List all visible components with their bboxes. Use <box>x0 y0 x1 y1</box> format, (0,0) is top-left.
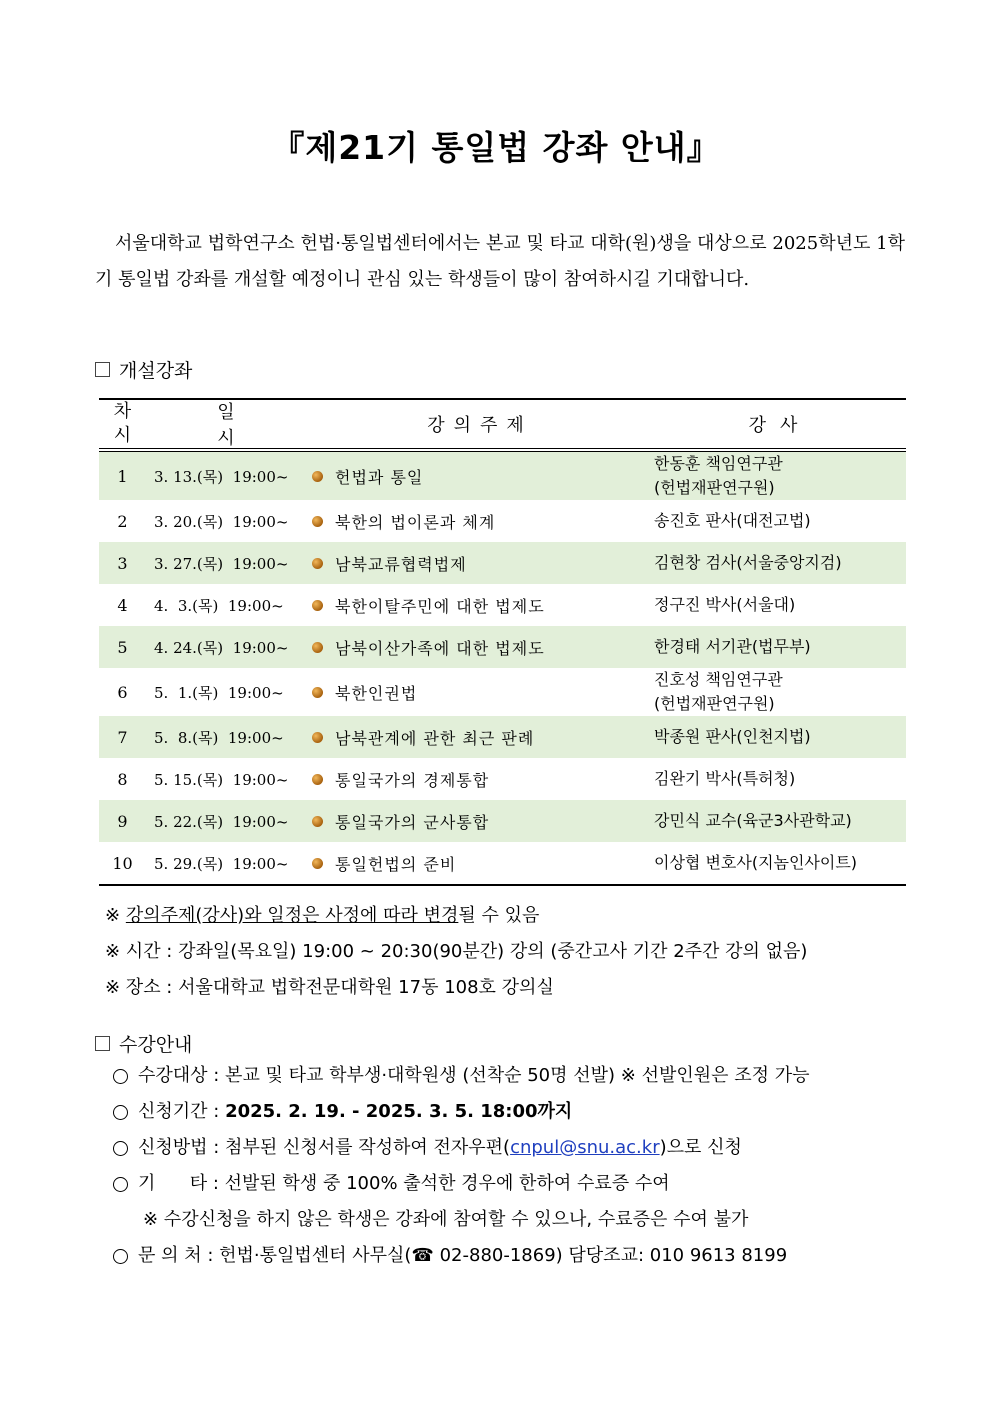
section-heading-label: 개설강좌 <box>119 360 193 382</box>
cell-date: 5. 8.(목) 19:00~ <box>154 728 284 747</box>
cell-topic <box>306 726 654 749</box>
table-body <box>99 452 906 884</box>
cell-date: 5. 22.(목) 19:00~ <box>154 812 289 831</box>
cell-no: 9 <box>117 811 128 831</box>
cell-topic <box>306 852 654 875</box>
table-row <box>99 626 906 668</box>
cell-topic-text: 통일헌법의 준비 <box>335 854 457 874</box>
guide-method <box>113 1130 810 1166</box>
circle-bullet-icon <box>113 1177 128 1192</box>
guide-target-text: 수강대상 : 본교 및 타교 학부생·대학원생 (선착순 50명 선발) ※ 선발인원은 조정 가능 <box>138 1065 810 1086</box>
cell-lecturer <box>654 725 906 749</box>
circle-bullet-icon <box>113 1069 128 1084</box>
cell-topic <box>306 510 654 533</box>
cell-lecturer <box>654 851 906 875</box>
cell-no: 6 <box>117 682 128 702</box>
notes <box>105 898 807 1006</box>
guide-period <box>113 1094 810 1130</box>
bullet-dot-icon <box>312 471 323 482</box>
header-lecturer: 강사 <box>748 415 812 436</box>
section-heading-courses <box>95 356 192 383</box>
table-header <box>99 398 906 452</box>
table-row <box>99 542 906 584</box>
checkbox-square-icon <box>95 362 110 377</box>
course-table <box>99 398 906 886</box>
guide-contact-text: 문 의 처 : 헌법·통일법센터 사무실(☎ 02-880-1869) 담당조교: 010 9613 8199 <box>138 1245 788 1266</box>
cell-no: 8 <box>117 769 128 789</box>
cell-lecturer-line1: 김현창 검사(서울중앙지검) <box>654 553 842 572</box>
cell-topic-text: 통일국가의 군사통합 <box>335 812 490 832</box>
table-row <box>99 452 906 500</box>
bullet-dot-icon <box>312 732 323 743</box>
cell-date: 5. 1.(목) 19:00~ <box>154 683 284 702</box>
table-row <box>99 716 906 758</box>
cell-topic-text: 헌법과 통일 <box>335 467 424 487</box>
cell-date: 5. 29.(목) 19:00~ <box>154 854 289 873</box>
cell-lecturer <box>654 668 906 716</box>
bullet-dot-icon <box>312 687 323 698</box>
circle-bullet-icon <box>113 1249 128 1264</box>
header-topic: 강의주제 <box>427 415 533 436</box>
cell-date: 5. 15.(목) 19:00~ <box>154 770 289 789</box>
checkbox-square-icon <box>95 1036 110 1051</box>
cell-date: 3. 20.(목) 19:00~ <box>154 512 289 531</box>
table-row <box>99 800 906 842</box>
table-row <box>99 668 906 716</box>
guide-method-post: )으로 신청 <box>659 1137 742 1158</box>
note-change-underlined: 강의주제(강사)와 일정은 사정에 따라 변경 <box>125 905 459 926</box>
table-row <box>99 500 906 542</box>
bullet-dot-icon <box>312 816 323 827</box>
cell-lecturer <box>654 809 906 833</box>
cell-no: 10 <box>112 853 133 873</box>
note-place: ※ 장소 : 서울대학교 법학전문대학원 17동 108호 강의실 <box>105 977 554 998</box>
header-no-line2: 시 <box>113 425 132 446</box>
cell-no: 3 <box>117 553 128 573</box>
guide-etc-text: 기 타 : 선발된 학생 중 100% 출석한 경우에 한하여 수료증 수여 <box>138 1173 670 1194</box>
guide-period-label: 신청기간 : <box>138 1101 226 1122</box>
cell-lecturer-line1: 송진호 판사(대전고법) <box>654 511 811 530</box>
bullet-dot-icon <box>312 600 323 611</box>
note-change-rest: 될 수 있음 <box>458 905 540 926</box>
cell-date: 4. 24.(목) 19:00~ <box>154 638 289 657</box>
cell-lecturer <box>654 593 906 617</box>
cell-topic-text: 남북이산가족에 대한 법제도 <box>335 638 545 658</box>
cell-topic <box>306 552 654 575</box>
cell-no: 5 <box>117 637 128 657</box>
guide-etc <box>113 1166 810 1202</box>
cell-lecturer-line1: 김완기 박사(특허청) <box>654 769 796 788</box>
cell-topic <box>306 681 654 704</box>
cell-no: 2 <box>117 511 128 531</box>
bullet-dot-icon <box>312 858 323 869</box>
cell-topic-text: 북한의 법이론과 체계 <box>335 512 496 532</box>
table-bottom-rule <box>99 884 906 886</box>
cell-date: 3. 27.(목) 19:00~ <box>154 554 289 573</box>
cell-lecturer-line2: (헌법재판연구원) <box>654 694 775 713</box>
note-time: ※ 시간 : 강좌일(목요일) 19:00 ~ 20:30(90분간) 강의 (중간고사 기간 2주간 강의 없음) <box>105 941 808 962</box>
bullet-dot-icon <box>312 516 323 527</box>
note-change <box>105 898 807 934</box>
table-row <box>99 758 906 800</box>
guide-contact <box>113 1238 810 1274</box>
cell-lecturer-line1: 정구진 박사(서울대) <box>654 595 796 614</box>
cell-topic <box>306 768 654 791</box>
email-link[interactable]: cnpul@snu.ac.kr <box>510 1137 660 1158</box>
note-mark: ※ <box>105 905 121 926</box>
guide-method-pre: 신청방법 : 첨부된 신청서를 작성하여 전자우편( <box>138 1137 511 1158</box>
cell-lecturer-line2: (헌법재판연구원) <box>654 478 775 497</box>
guide-etc-note: ※ 수강신청을 하지 않은 학생은 강좌에 참여할 수 있으나, 수료증은 수여 불가 <box>143 1209 749 1230</box>
cell-no: 1 <box>117 466 128 486</box>
cell-topic-text: 북한인권법 <box>335 683 418 703</box>
cell-topic <box>306 465 654 488</box>
cell-topic-text: 통일국가의 경제통합 <box>335 770 490 790</box>
section-heading-guide <box>95 1030 192 1057</box>
section-heading-label: 수강안내 <box>119 1034 193 1056</box>
cell-topic-text: 북한이탈주민에 대한 법제도 <box>335 596 545 616</box>
cell-lecturer <box>654 635 906 659</box>
cell-no: 4 <box>117 595 128 615</box>
cell-no: 7 <box>117 727 128 747</box>
circle-bullet-icon <box>113 1141 128 1156</box>
header-date: 일 시 <box>217 402 265 449</box>
circle-bullet-icon <box>113 1105 128 1120</box>
cell-lecturer-line1: 박종원 판사(인천지법) <box>654 727 811 746</box>
table-row <box>99 842 906 884</box>
cell-topic <box>306 810 654 833</box>
intro-paragraph: 서울대학교 법학연구소 헌법·통일법센터에서는 본교 및 타교 대학(원)생을 대상으로 2025학년도 1학기 통일법 강좌를 개설할 예정이니 관심 있는 학생들이 많이 참여하시길 기대합니다. <box>95 233 905 290</box>
cell-lecturer-line1: 강민식 교수(육군3사관학교) <box>654 811 852 830</box>
cell-lecturer-line1: 한경태 서기관(법무부) <box>654 637 811 656</box>
table-row <box>99 584 906 626</box>
cell-date: 3. 13.(목) 19:00~ <box>154 467 289 486</box>
guide-target <box>113 1058 810 1094</box>
guide-period-value: 2025. 2. 19. - 2025. 3. 5. 18:00까지 <box>225 1101 573 1122</box>
header-no-line1: 차 <box>113 401 132 422</box>
cell-lecturer <box>654 551 906 575</box>
bullet-dot-icon <box>312 642 323 653</box>
bullet-dot-icon <box>312 774 323 785</box>
cell-topic <box>306 594 654 617</box>
guide-list <box>113 1058 810 1274</box>
cell-topic-text: 남북교류협력법제 <box>335 554 467 574</box>
cell-lecturer <box>654 509 906 533</box>
page-title: 『제21기 통일법 강좌 안내』 <box>271 128 721 167</box>
cell-lecturer-line1: 진호성 책임연구관 <box>654 670 783 689</box>
cell-date: 4. 3.(목) 19:00~ <box>154 596 284 615</box>
cell-topic-text: 남북관계에 관한 최근 판례 <box>335 728 535 748</box>
bullet-dot-icon <box>312 558 323 569</box>
cell-topic <box>306 636 654 659</box>
cell-lecturer-line1: 이상협 변호사(지놈인사이트) <box>654 853 858 872</box>
cell-lecturer <box>654 767 906 791</box>
cell-lecturer <box>654 452 906 500</box>
cell-lecturer-line1: 한동훈 책임연구관 <box>654 454 783 473</box>
header-no <box>99 400 146 448</box>
